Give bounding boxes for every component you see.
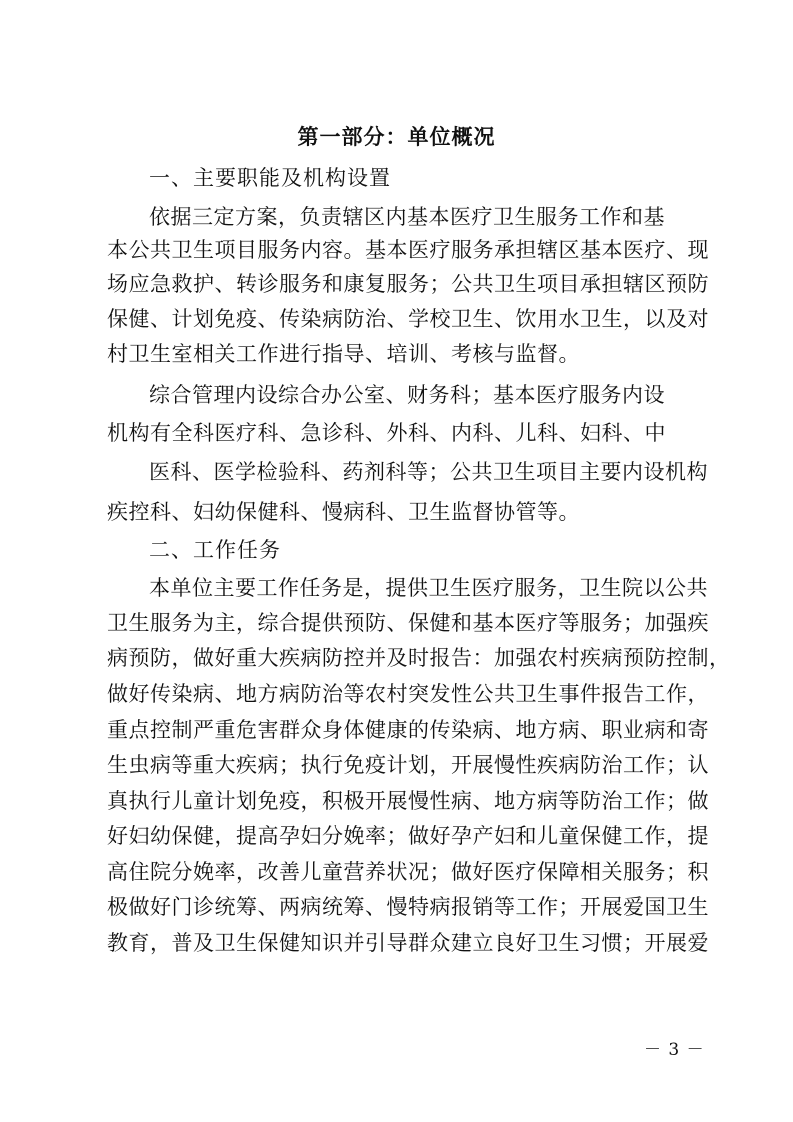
- section-heading-functions: 一、主要职能及机构设置: [149, 166, 391, 190]
- paragraph-line: 综合管理内设综合办公室、财务科；基本医疗服务内设: [149, 383, 665, 407]
- paragraph-line: 做好传染病、地方病防治等农村突发性公共卫生事件报告工作，: [107, 682, 709, 706]
- section-heading-tasks: 二、工作任务: [149, 538, 281, 562]
- paragraph-line: 机构有全科医疗科、急诊科、外科、内科、儿科、妇科、中: [107, 421, 666, 445]
- paragraph-line: 高住院分娩率，改善儿童营养状况；做好医疗保障相关服务；积: [107, 860, 709, 884]
- paragraph-line: 本公共卫生项目服务内容。基本医疗服务承担辖区基本医疗、现: [107, 238, 709, 262]
- paragraph-line: 教育，普及卫生保健知识并引导群众建立良好卫生习惯；开展爱: [107, 931, 709, 955]
- paragraph-line: 村卫生室相关工作进行指导、培训、考核与监督。: [107, 342, 580, 366]
- paragraph-line: 医科、医学检验科、药剂科等；公共卫生项目主要内设机构: [149, 460, 708, 484]
- page-number: － 3 －: [644, 1040, 705, 1060]
- paragraph-line: 生虫病等重大疾病；执行免疫计划，开展慢性疾病防治工作；认: [107, 753, 709, 777]
- page-title: 第一部分：单位概况: [297, 125, 496, 149]
- paragraph-line: 场应急救护、转诊服务和康复服务；公共卫生项目承担辖区预防: [107, 272, 709, 296]
- paragraph-line: 卫生服务为主，综合提供预防、保健和基本医疗等服务；加强疾: [107, 611, 709, 635]
- paragraph-line: 本单位主要工作任务是，提供卫生医疗服务，卫生院以公共: [149, 576, 708, 600]
- paragraph-line: 好妇幼保健，提高孕妇分娩率；做好孕产妇和儿童保健工作，提: [107, 824, 709, 848]
- paragraph-line: 重点控制严重危害群众身体健康的传染病、地方病、职业病和寄: [107, 718, 709, 742]
- paragraph-line: 病预防，做好重大疾病防控并及时报告：加强农村疾病预防控制，: [107, 646, 731, 670]
- paragraph-line: 极做好门诊统筹、两病统筹、慢特病报销等工作；开展爱国卫生: [107, 895, 709, 919]
- paragraph-line: 疾控科、妇幼保健科、慢病科、卫生监督协管等。: [107, 500, 580, 524]
- paragraph-line: 真执行儿童计划免疫，积极开展慢性病、地方病等防治工作；做: [107, 789, 709, 813]
- paragraph-line: 依据三定方案，负责辖区内基本医疗卫生服务工作和基: [149, 205, 665, 229]
- paragraph-line: 保健、计划免疫、传染病防治、学校卫生、饮用水卫生，以及对: [107, 307, 709, 331]
